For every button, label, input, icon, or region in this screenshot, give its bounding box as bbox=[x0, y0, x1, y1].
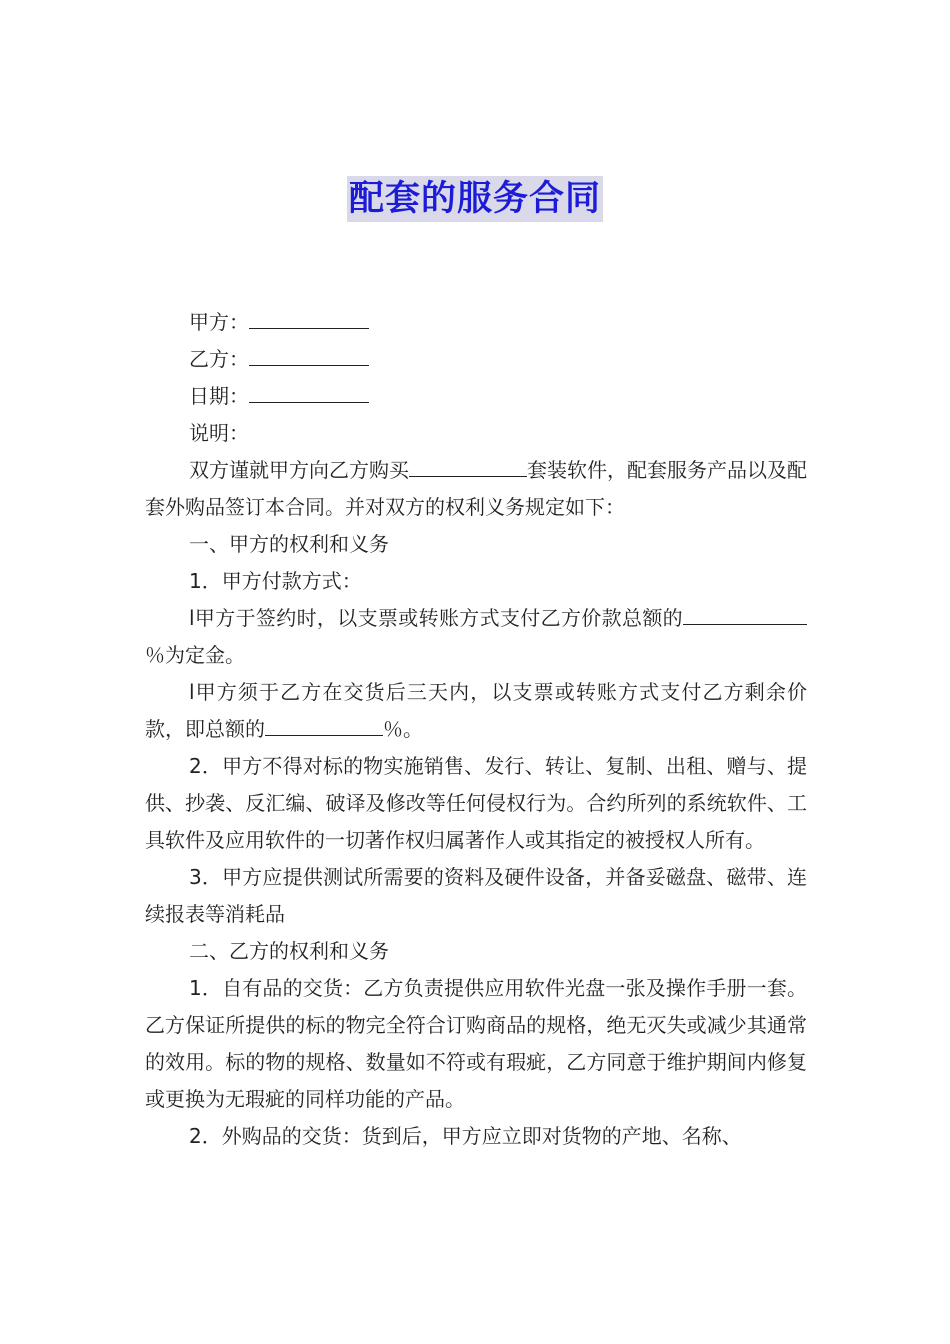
intro-paragraph bbox=[145, 452, 807, 526]
remaining-percent-blank bbox=[265, 713, 383, 736]
intro-text-2: 套装软件，配套服务产品以及配套外购品签订本合同。并对双方的权利义务规定如下： bbox=[145, 458, 807, 519]
party-b-field bbox=[145, 341, 807, 378]
title-container bbox=[0, 176, 950, 222]
software-name-blank bbox=[409, 454, 527, 477]
bullet-marker: l bbox=[189, 680, 195, 704]
note-label: 说明： bbox=[189, 421, 249, 445]
document-body bbox=[145, 304, 807, 1155]
section1-item3: 3．甲方应提供测试所需要的资料及硬件设备，并备妥磁盘、磁带、连续报表等消耗品 bbox=[145, 865, 807, 926]
deposit-percent-blank-2 bbox=[751, 602, 807, 625]
bullet2-text-1: 甲方须于乙方在交货后三天内，以支票或转账方式支付乙方剩余价款，即总额的 bbox=[145, 680, 807, 741]
section1-heading: 一、甲方的权利和义务 bbox=[189, 532, 389, 556]
date-blank bbox=[249, 380, 369, 403]
intro-text-1: 双方谨就甲方向乙方购买 bbox=[189, 458, 409, 482]
bullet2-text-2: ％。 bbox=[383, 717, 423, 741]
date-field bbox=[145, 378, 807, 415]
section1-bullet2 bbox=[145, 674, 807, 748]
party-a-label: 甲方： bbox=[189, 310, 249, 334]
section2-heading: 二、乙方的权利和义务 bbox=[189, 939, 389, 963]
party-b-label: 乙方： bbox=[189, 347, 249, 371]
bullet1-text-2: ％为定金。 bbox=[145, 643, 245, 667]
section2-item2: 2．外购品的交货：货到后，甲方应立即对货物的产地、名称、 bbox=[189, 1124, 742, 1148]
note-field bbox=[145, 415, 807, 452]
party-a-blank bbox=[249, 306, 369, 329]
party-a-field bbox=[145, 304, 807, 341]
bullet-marker: l bbox=[189, 606, 195, 630]
document-title: 配套的服务合同 bbox=[347, 176, 603, 222]
date-label: 日期： bbox=[189, 384, 249, 408]
section2-item1: 1．自有品的交货：乙方负责提供应用软件光盘一张及操作手册一套。乙方保证所提供的标的物完全符合订购商品的规格，绝无灭失或减少其通常的效用。标的物的规格、数量如不符或有瑕疵，乙方同意于维护期间内修复或更换为无瑕疵的同样功能的产品。 bbox=[145, 976, 807, 1111]
deposit-percent-blank-1 bbox=[683, 602, 751, 625]
bullet1-text-1: 甲方于签约时，以支票或转账方式支付乙方价款总额的 bbox=[194, 606, 683, 630]
party-b-blank bbox=[249, 343, 369, 366]
section1-item1-heading: 1．甲方付款方式： bbox=[189, 569, 362, 593]
section1-bullet1 bbox=[145, 600, 807, 674]
section1-item2: 2．甲方不得对标的物实施销售、发行、转让、复制、出租、赠与、提供、抄袭、反汇编、破译及修改等任何侵权行为。合约所列的系统软件、工具软件及应用软件的一切著作权归属著作人或其指定的被授权人所有。 bbox=[145, 754, 807, 852]
